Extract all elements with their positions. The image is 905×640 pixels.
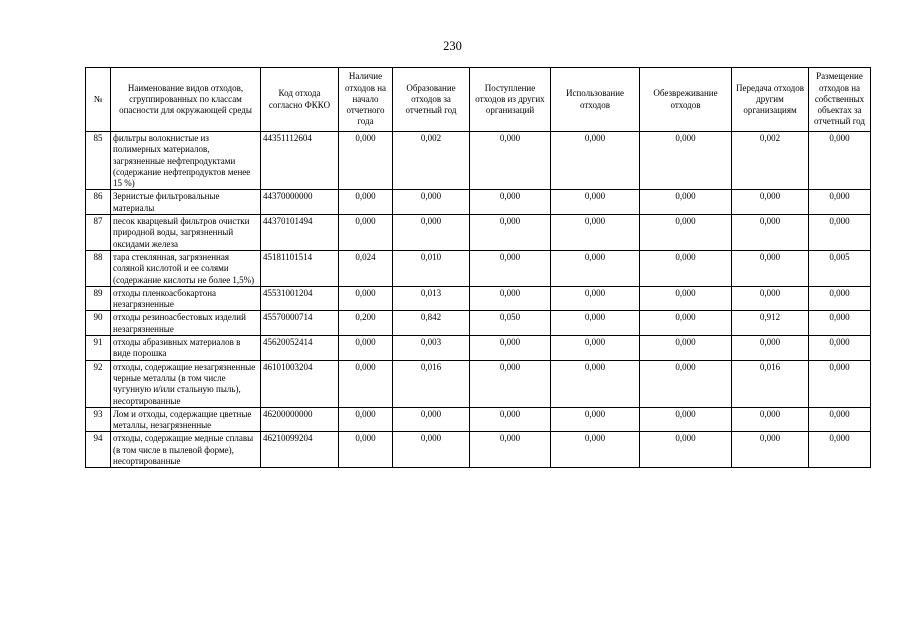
start-balance-value: 0,000 (339, 132, 393, 190)
header-generated: Образование отходов за отчетный год (393, 68, 470, 132)
generated-value: 0,003 (393, 336, 470, 361)
transferred-value: 0,000 (732, 432, 809, 468)
waste-name: отходы пленкоасбокартона незагрязненные (111, 286, 261, 311)
generated-value: 0,013 (393, 286, 470, 311)
placed-value: 0,000 (809, 190, 871, 215)
row-number: 87 (86, 215, 111, 251)
start-balance-value: 0,000 (339, 286, 393, 311)
used-value: 0,000 (551, 311, 640, 336)
waste-name: отходы резиноасбестовых изделий незагрязненные (111, 311, 261, 336)
generated-value: 0,000 (393, 407, 470, 432)
waste-name: отходы абразивных материалов в виде порошка (111, 336, 261, 361)
received-value: 0,000 (470, 132, 551, 190)
placed-value: 0,000 (809, 215, 871, 251)
table-body (86, 132, 871, 468)
start-balance-value: 0,000 (339, 360, 393, 407)
fkko-code: 45181101514 (261, 250, 339, 286)
row-number: 89 (86, 286, 111, 311)
neutralized-value: 0,000 (640, 336, 732, 361)
used-value: 0,000 (551, 432, 640, 468)
table-row (86, 311, 871, 336)
start-balance-value: 0,000 (339, 190, 393, 215)
fkko-code: 46101003204 (261, 360, 339, 407)
fkko-code: 44370000000 (261, 190, 339, 215)
used-value: 0,000 (551, 250, 640, 286)
start-balance-value: 0,000 (339, 407, 393, 432)
transferred-value: 0,000 (732, 336, 809, 361)
waste-name: Лом и отходы, содержащие цветные металлы, незагрязненные (111, 407, 261, 432)
neutralized-value: 0,000 (640, 407, 732, 432)
received-value: 0,050 (470, 311, 551, 336)
placed-value: 0,000 (809, 286, 871, 311)
header-fkko-code: Код отхода согласно ФККО (261, 68, 339, 132)
transferred-value: 0,000 (732, 250, 809, 286)
placed-value: 0,000 (809, 336, 871, 361)
transferred-value: 0,016 (732, 360, 809, 407)
table-row (86, 132, 871, 190)
generated-value: 0,010 (393, 250, 470, 286)
page-number: 230 (443, 39, 462, 53)
header-transferred: Передача отходов другим организациям (732, 68, 809, 132)
transferred-value: 0,000 (732, 286, 809, 311)
received-value: 0,000 (470, 190, 551, 215)
row-number: 85 (86, 132, 111, 190)
used-value: 0,000 (551, 286, 640, 311)
neutralized-value: 0,000 (640, 311, 732, 336)
generated-value: 0,000 (393, 215, 470, 251)
table-row (86, 360, 871, 407)
header-start-balance: Наличие отходов на начало отчетного года (339, 68, 393, 132)
header-used: Использование отходов (551, 68, 640, 132)
placed-value: 0,000 (809, 132, 871, 190)
neutralized-value: 0,000 (640, 132, 732, 190)
received-value: 0,000 (470, 336, 551, 361)
header-placed: Размещение отходов на собственных объектах за отчетный год (809, 68, 871, 132)
transferred-value: 0,000 (732, 407, 809, 432)
start-balance-value: 0,000 (339, 336, 393, 361)
fkko-code: 45531001204 (261, 286, 339, 311)
header-row (86, 68, 871, 132)
received-value: 0,000 (470, 215, 551, 251)
neutralized-value: 0,000 (640, 360, 732, 407)
table-row (86, 190, 871, 215)
transferred-value: 0,000 (732, 190, 809, 215)
transferred-value: 0,002 (732, 132, 809, 190)
header-waste-name: Наименование видов отходов, сгруппированных по классам опасности для окружающей среды (111, 68, 261, 132)
neutralized-value: 0,000 (640, 432, 732, 468)
neutralized-value: 0,000 (640, 190, 732, 215)
used-value: 0,000 (551, 336, 640, 361)
waste-name: отходы, содержащие медные сплавы (в том числе в пылевой форме), несортированные (111, 432, 261, 468)
used-value: 0,000 (551, 215, 640, 251)
header-received: Поступление отходов из других организаций (470, 68, 551, 132)
start-balance-value: 0,000 (339, 432, 393, 468)
header-neutralized: Обезвреживание отходов (640, 68, 732, 132)
waste-table (85, 67, 871, 468)
transferred-value: 0,912 (732, 311, 809, 336)
table-row (86, 407, 871, 432)
fkko-code: 45620052414 (261, 336, 339, 361)
received-value: 0,000 (470, 432, 551, 468)
neutralized-value: 0,000 (640, 286, 732, 311)
row-number: 93 (86, 407, 111, 432)
waste-name: песок кварцевый фильтров очистки природной воды, загрязненный оксидами железа (111, 215, 261, 251)
row-number: 86 (86, 190, 111, 215)
row-number: 90 (86, 311, 111, 336)
generated-value: 0,000 (393, 190, 470, 215)
waste-name: Зернистые фильтровальные материалы (111, 190, 261, 215)
used-value: 0,000 (551, 132, 640, 190)
generated-value: 0,002 (393, 132, 470, 190)
generated-value: 0,016 (393, 360, 470, 407)
start-balance-value: 0,024 (339, 250, 393, 286)
received-value: 0,000 (470, 360, 551, 407)
fkko-code: 44351112604 (261, 132, 339, 190)
row-number: 88 (86, 250, 111, 286)
row-number: 91 (86, 336, 111, 361)
waste-name: отходы, содержащие незагрязненные черные металлы (в том числе чугунную и/или стальную пыль), несортированные (111, 360, 261, 407)
fkko-code: 46210099204 (261, 432, 339, 468)
table-row (86, 432, 871, 468)
row-number: 92 (86, 360, 111, 407)
placed-value: 0,000 (809, 360, 871, 407)
table-row (86, 215, 871, 251)
placed-value: 0,005 (809, 250, 871, 286)
row-number: 94 (86, 432, 111, 468)
received-value: 0,000 (470, 407, 551, 432)
placed-value: 0,000 (809, 432, 871, 468)
neutralized-value: 0,000 (640, 215, 732, 251)
used-value: 0,000 (551, 190, 640, 215)
received-value: 0,000 (470, 286, 551, 311)
fkko-code: 44370101494 (261, 215, 339, 251)
neutralized-value: 0,000 (640, 250, 732, 286)
table-row (86, 286, 871, 311)
generated-value: 0,842 (393, 311, 470, 336)
header-number: № (86, 68, 111, 132)
start-balance-value: 0,200 (339, 311, 393, 336)
table-row (86, 250, 871, 286)
placed-value: 0,000 (809, 407, 871, 432)
transferred-value: 0,000 (732, 215, 809, 251)
waste-name: фильтры волокнистые из полимерных материалов, загрязненные нефтепродуктами (содержание нефтепродуктов менее 15 %) (111, 132, 261, 190)
table-row (86, 336, 871, 361)
received-value: 0,000 (470, 250, 551, 286)
generated-value: 0,000 (393, 432, 470, 468)
fkko-code: 45570000714 (261, 311, 339, 336)
used-value: 0,000 (551, 360, 640, 407)
placed-value: 0,000 (809, 311, 871, 336)
fkko-code: 46200000000 (261, 407, 339, 432)
start-balance-value: 0,000 (339, 215, 393, 251)
waste-name: тара стеклянная, загрязненная соляной кислотой и ее солями (содержание кислоты не более 1,5%) (111, 250, 261, 286)
used-value: 0,000 (551, 407, 640, 432)
